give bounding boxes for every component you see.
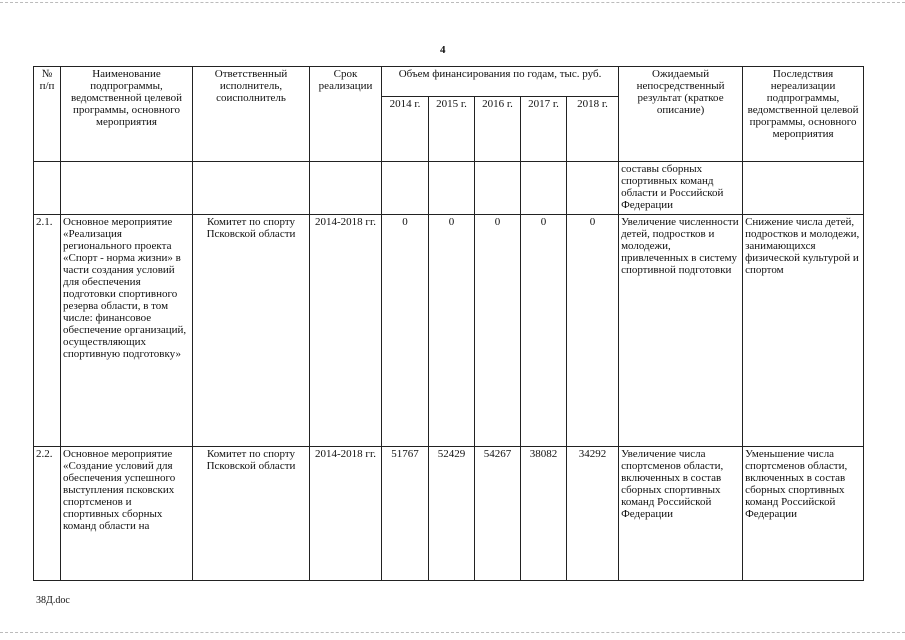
page-bottom-edge — [0, 632, 905, 633]
row-responsible — [193, 162, 310, 215]
row-value: 54267 — [475, 447, 521, 581]
row-value: 0 — [475, 215, 521, 447]
row-value: 52429 — [429, 447, 475, 581]
header-row-1 — [34, 67, 864, 97]
table-row — [34, 162, 864, 215]
footer-filename: 38Д.doc — [36, 595, 70, 606]
row-term: 2014-2018 гг. — [310, 215, 382, 447]
header-year: 2015 г. — [429, 97, 475, 162]
row-value: 38082 — [521, 447, 567, 581]
header-num: № п/п — [34, 67, 61, 162]
table-row — [34, 447, 864, 581]
row-num: 2.2. — [34, 447, 61, 581]
row-responsible: Комитет по спорту Псковской области — [193, 447, 310, 581]
row-result: Увеличение численности детей, подростков и молодежи, привлеченных в систему спортивной подготовки — [619, 215, 743, 447]
row-name: Основное мероприятие «Реализация регионального проекта «Спорт - норма жизни» в части создания условий для обеспечения подготовки спортивного резерва области, в том числе: финансовое обеспечение организаций, осуществляющих спортивную подготовку» — [61, 215, 193, 447]
program-table — [33, 66, 864, 581]
row-value: 0 — [567, 215, 619, 447]
row-num — [34, 162, 61, 215]
row-responsible: Комитет по спорту Псковской области — [193, 215, 310, 447]
row-name: Основное мероприятие «Создание условий для обеспечения успешного выступления псковских спортсменов и спортивных сборных команд области на — [61, 447, 193, 581]
row-consequences — [743, 162, 864, 215]
header-consequences: Последствия нереализации подпрограммы, ведомственной целевой программы, основного мероприятия — [743, 67, 864, 162]
header-name: Наименование подпрограммы, ведомственной целевой программы, основного мероприятия — [61, 67, 193, 162]
row-value: 51767 — [382, 447, 429, 581]
row-value — [521, 162, 567, 215]
header-year: 2014 г. — [382, 97, 429, 162]
row-term — [310, 162, 382, 215]
row-value: 34292 — [567, 447, 619, 581]
page-top-edge — [0, 2, 905, 3]
row-num: 2.1. — [34, 215, 61, 447]
row-value: 0 — [521, 215, 567, 447]
header-year: 2016 г. — [475, 97, 521, 162]
row-value — [567, 162, 619, 215]
row-value — [382, 162, 429, 215]
row-result: составы сборных спортивных команд области и Российской Федерации — [619, 162, 743, 215]
row-consequences: Снижение числа детей, подростков и молодежи, занимающихся физической культурой и спортом — [743, 215, 864, 447]
row-value — [475, 162, 521, 215]
table-row — [34, 215, 864, 447]
row-result: Увеличение числа спортсменов области, включенных в состав сборных спортивных команд Российской Федерации — [619, 447, 743, 581]
header-year: 2018 г. — [567, 97, 619, 162]
row-term: 2014-2018 гг. — [310, 447, 382, 581]
page-number: 4 — [440, 44, 446, 56]
row-value — [429, 162, 475, 215]
header-year: 2017 г. — [521, 97, 567, 162]
header-term: Срок реализации — [310, 67, 382, 162]
row-value: 0 — [429, 215, 475, 447]
row-consequences: Уменьшение числа спортсменов области, включенных в состав сборных спортивных команд Российской Федерации — [743, 447, 864, 581]
header-funding: Объем финансирования по годам, тыс. руб. — [382, 67, 619, 97]
row-value: 0 — [382, 215, 429, 447]
header-responsible: Ответственный исполнитель, соисполнитель — [193, 67, 310, 162]
header-result: Ожидаемый непосредственный результат (краткое описание) — [619, 67, 743, 162]
row-name — [61, 162, 193, 215]
